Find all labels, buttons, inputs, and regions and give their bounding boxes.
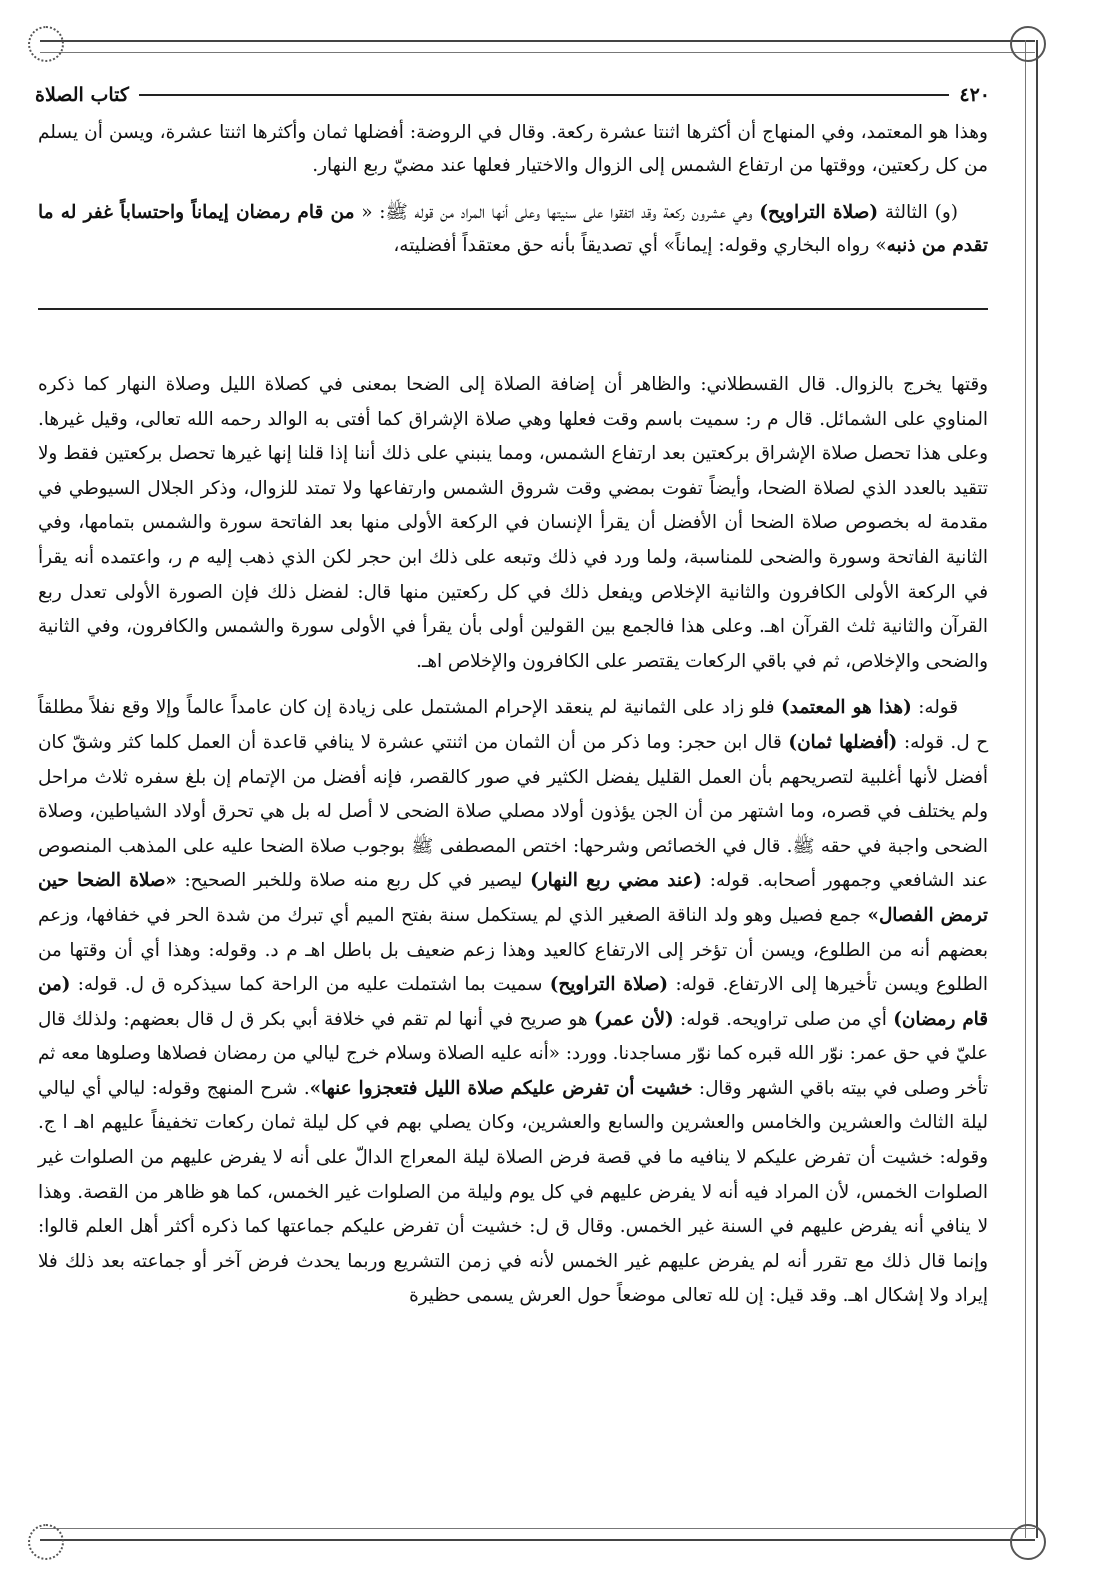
corner-ornament-icon	[1010, 26, 1046, 62]
corner-ornament-icon	[28, 1524, 64, 1560]
main-paragraph: (و) الثالثة (صلاة التراويح) وهي عشرون ركعة وقد اتفقوا على سنيتها وعلى أنها المراد من قوله ﷺ: « من قام رمضان إيماناً واحتساباً غفر له ما تقدم من ذنبه» رواه البخاري وقوله: إيماناً» أي تصديقاً بأنه حق معتقداً أفضليته،	[38, 202, 988, 256]
ornamental-border-top	[40, 40, 1035, 53]
running-title: كتاب الصلاة	[35, 84, 129, 106]
commentary-paragraph: وقتها يخرج بالزوال. قال القسطلاني: والظاهر أن إضافة الصلاة إلى الضحا بمعنى في كصلاة الليل وصلاة النهار كما ذكره المناوي على الشمائل. قال م ر: سميت باسم وقت فعلها وهي صلاة الإشراق كما أفتى به الوالد رحمه الله تعالى، وقيل غيرها. وعلى هذا تحصل صلاة الإشراق بركعتين بعد ارتفاع الشمس، ومما ينبني على ذلك أننا إذا قلنا إنها غيرها تحصل بركعتين فقط ولا تتقيد بالعدد الذي لصلاة الضحا، وأيضاً تفوت بمضي وقت شروق الشمس وارتفاعها ولا تمتد للزوال، وذكر الجلال السيوطي في مقدمة له بخصوص صلاة الضحا أن الأفضل أن يقرأ الإنسان في الركعة الأولى منها بعد الفاتحة سورة والشمس بتمامها، وفي الثانية الفاتحة وسورة والضحى للمناسبة، ولما ورد في ذلك وتبعه على ذلك ابن حجر لكن الذي ذهب إليه م ر، واعتمده أنه يقرأ في الركعة الأولى الكافرون والثانية الإخلاص ويفعل ذلك في كل ركعتين منها قال: لفضل ذلك فإن الصورة الأولى تعدل ربع القرآن والثانية ثلث القرآن اهـ. وعلى هذا فالجمع بين القولين أولى بأن يقرأ في الأولى سورة والشمس والكافرون، وفي الثانية والضحى والإخلاص، ثم في باقي الركعات يقتصر على الكافرون والإخلاص اهـ.	[38, 374, 988, 672]
main-text	[38, 116, 988, 262]
ornamental-border-right	[1025, 40, 1038, 1538]
corner-ornament-icon	[1010, 1524, 1046, 1560]
page-number: ٤٢٠	[959, 84, 990, 106]
main-paragraph: وهذا هو المعتمد، وفي المنهاج أن أكثرها اثنتا عشرة ركعة. وقال في الروضة: أفضلها ثمان وأكثرها اثنتا عشرة، ويسن أن يسلم من كل ركعتين، ووقتها من ارتفاع الشمس إلى الزوال والاختيار فعلها عند مضيّ ربع النهار.	[38, 122, 988, 176]
header-rule	[139, 94, 949, 96]
commentary-text	[38, 368, 988, 1314]
ornamental-border-bottom	[40, 1528, 1035, 1541]
page-header	[35, 80, 990, 110]
corner-ornament-icon	[28, 26, 64, 62]
commentary-paragraph: قوله: (هذا هو المعتمد) فلو زاد على الثمانية لم ينعقد الإحرام المشتمل على زيادة إن كان عامداً عالماً وإلا وقع نفلاً مطلقاً ح ل. قوله: (أفضلها ثمان) قال ابن حجر: وما ذكر من أن الثمان من اثنتي عشرة لا ينافي قاعدة أن العمل كلما كثر وشقّ كان أفضل لأنها أغلبية لتصريحهم بأن العمل القليل يفضل الكثير في صور كالقصر، فإنه أفضل من الإتمام إن بلغ سفره ثلاث مراحل ولم يختلف في قصره، وما اشتهر من أن الجن يؤذون أولاد مصلي صلاة الضحى لا أصل له بل هي تحرق أولاد الشياطين، وصلاة الضحى واجبة في حقه ﷺ. قال في الخصائص وشرحها: اختص المصطفى ﷺ بوجوب صلاة الضحا عليه على المذهب المنصوص عند الشافعي وجمهور أصحابه. قوله: (عند مضي ربع النهار) ليصير في كل ربع منه صلاة وللخبر الصحيح: «صلاة الضحا حين ترمض الفصال» جمع فصيل وهو ولد الناقة الصغير الذي لم يستكمل سنة بفتح الميم أي تبرك من شدة الحر في خفافها، وزعم بعضهم أنه من الطلوع، ويسن أن تؤخر إلى الارتفاع كالعيد وهذا زعم ضعيف بل باطل اهـ م د. وقوله: وهذا أي أن وقتها من الطلوع ويسن تأخيرها إلى الارتفاع. قوله: (صلاة التراويح) سميت بما اشتملت عليه من الراحة كما سيذكره ق ل. قوله: (من قام رمضان) أي من صلى تراويحه. قوله: (لأن عمر) هو صريح في أنها لم تقم في خلافة أبي بكر ق ل قال بعضهم: ولذلك قال عليّ في حق عمر: نوّر الله قبره كما نوّر مساجدنا. وورد: «أنه عليه الصلاة وسلام خرج ليالي من رمضان فصلاها وصلوها معه ثم تأخر وصلى في بيته باقي الشهر وقال: خشيت أن تفرض عليكم صلاة الليل فتعجزوا عنها». شرح المنهج وقوله: ليالي أي ليالي ليلة الثالث والعشرين والخامس والعشرين والسابع والعشرين، وكان يصلي بهم في كل ليلة ثمان ركعات تخفيفاً عليهم اهـ ا ج. وقوله: خشيت أن تفرض عليكم لا ينافيه ما في قصة فرض الصلاة ليلة المعراج الدالّ على أنه لا يفرض عليهم من الصلوات غير الصلوات الخمس، لأن المراد فيه أنه لا يفرض عليهم في كل يوم وليلة من الصلوات غير الخمس، كما هو ظاهر من القصة. وهذا لا ينافي أنه يفرض عليهم في السنة غير الخمس. وقال ق ل: خشيت أن تفرض عليكم جماعتها كما ذكره أكثر أهل العلم قالوا: وإنما قال ذلك مع تقرر أنه لم يفرض عليهم غير الخمس لأنه في زمن التشريع وربما يحدث فرض آخر أو جماعته بعد ذلك فلا إيراد ولا إشكال اهـ. وقد قيل: إن لله تعالى موضعاً حول العرش يسمى حظيرة	[38, 697, 989, 1307]
section-divider	[38, 308, 988, 310]
